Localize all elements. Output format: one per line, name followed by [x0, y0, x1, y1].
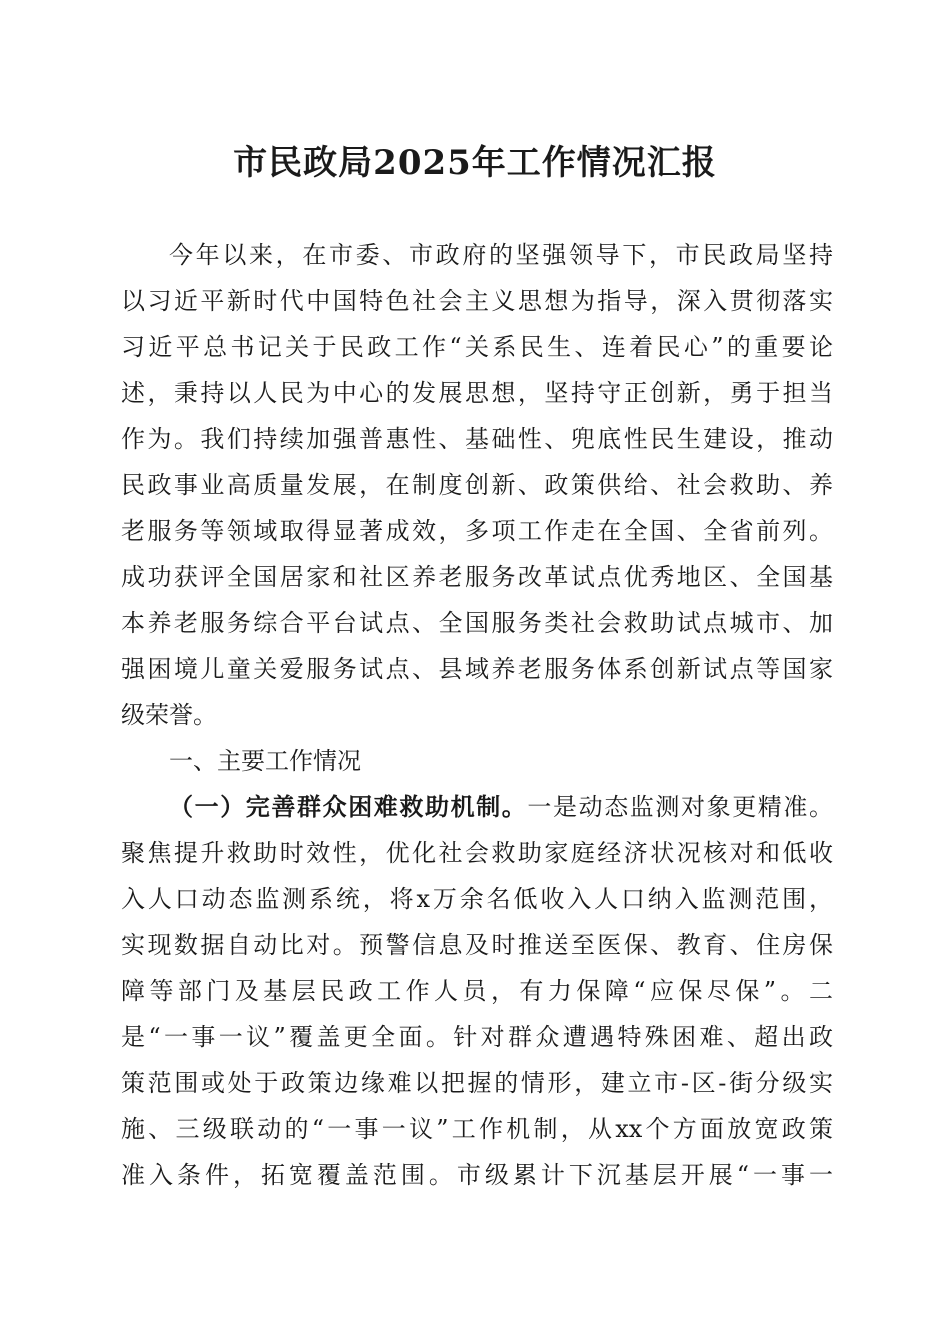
paragraph-line: 施、三级联动的“一事一议”工作机制，从xx个方面放宽政策 [121, 1115, 833, 1143]
paragraph-line: 是“一事一议”覆盖更全面。针对群众遭遇特殊困难、超出政 [121, 1023, 833, 1051]
paragraph-line: 以习近平新时代中国特色社会主义思想为指导，深入贯彻落实 [121, 287, 833, 315]
paragraph-line: 聚焦提升救助时效性，优化社会救助家庭经济状况核对和低收 [121, 839, 833, 867]
paragraph-line: 今年以来，在市委、市政府的坚强领导下，市民政局坚持 [169, 241, 833, 269]
document-body [121, 232, 833, 1198]
paragraph-line: 习近平总书记关于民政工作“关系民生、连着民心”的重要论 [121, 333, 833, 361]
document-title: 市民政局2025年工作情况汇报 [233, 143, 717, 183]
paragraph-line: 实现数据自动比对。预警信息及时推送至医保、教育、住房保 [121, 931, 833, 959]
subsection-first-line [121, 784, 833, 830]
paragraph-line: 策范围或处于政策边缘难以把握的情形，建立市-区-街分级实 [121, 1069, 833, 1097]
paragraph-line: 准入条件，拓宽覆盖范围。市级累计下沉基层开展“一事一 [121, 1161, 833, 1189]
paragraph-line: 本养老服务综合平台试点、全国服务类社会救助试点城市、加 [121, 609, 833, 637]
paragraph-line: 强困境儿童关爱服务试点、县域养老服务体系创新试点等国家 [121, 655, 833, 683]
paragraph-line: 老服务等领域取得显著成效，多项工作走在全国、全省前列。 [121, 517, 833, 545]
section-heading: 一、主要工作情况 [169, 747, 361, 775]
paragraph-line: 民政事业高质量发展，在制度创新、政策供给、社会救助、养 [121, 471, 833, 499]
paragraph-line: 成功获评全国居家和社区养老服务改革试点优秀地区、全国基 [121, 563, 833, 591]
paragraph-line: 述，秉持以人民为中心的发展思想，坚持守正创新，勇于担当 [121, 379, 833, 407]
paragraph-line: 障等部门及基层民政工作人员，有力保障“应保尽保”。二 [121, 977, 833, 1005]
paragraph-text: 一是动态监测对象更精准。 [527, 793, 834, 821]
paragraph-line: 入人口动态监测系统，将x万余名低收入人口纳入监测范围， [121, 885, 833, 913]
subsection-heading: （一）完善群众困难救助机制。 [169, 792, 528, 821]
paragraph-line: 作为。我们持续加强普惠性、基础性、兜底性民生建设，推动 [121, 425, 833, 453]
paragraph-line: 级荣誉。 [121, 701, 217, 729]
